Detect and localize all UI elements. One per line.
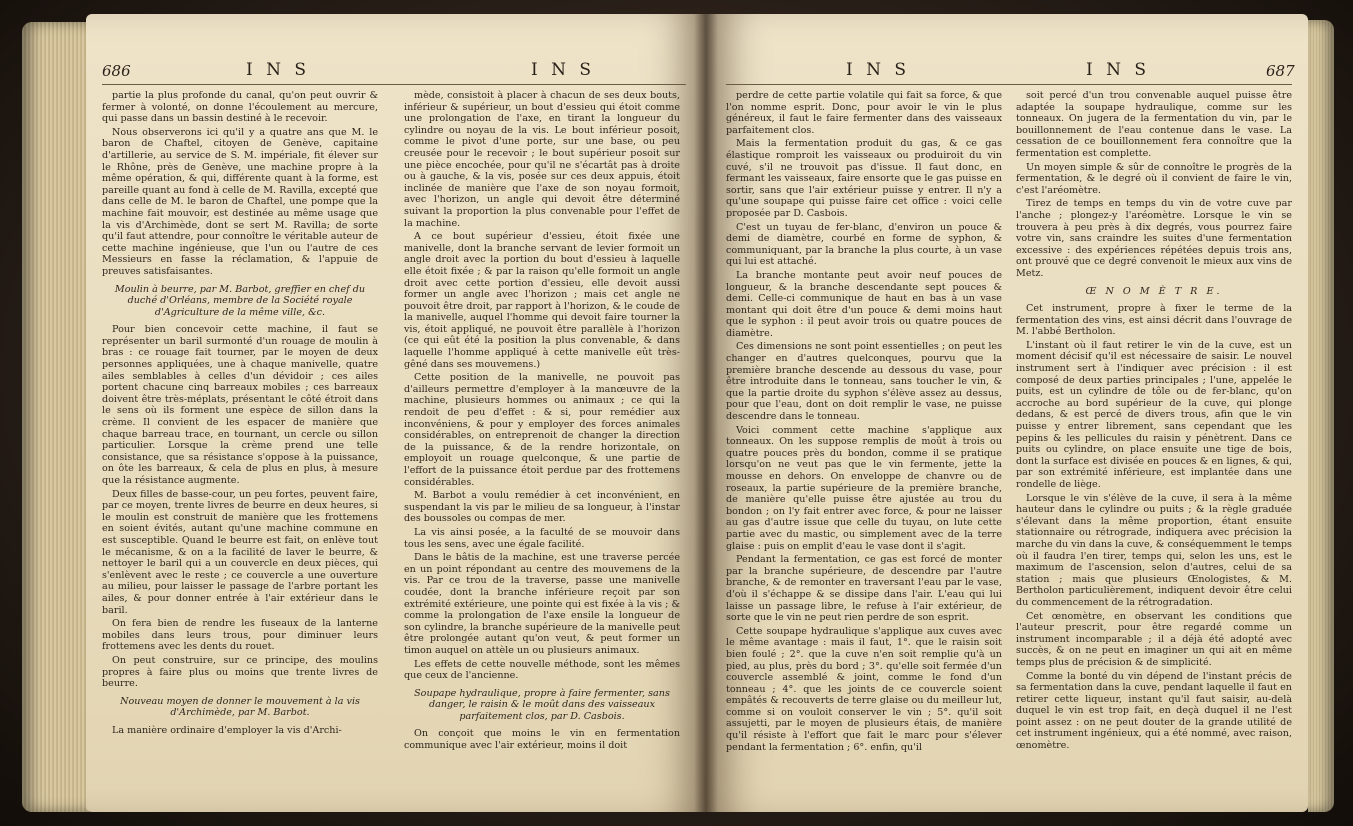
page-number-right: 687 xyxy=(1266,62,1295,80)
section-heading: Nouveau moyen de donner le mouvement à la vis d'Archimède, par M. Barbot. xyxy=(120,695,360,719)
paragraph: On fera bien de rendre les fuseaux de la lanterne mobiles dans leurs trous, pour diminuer leurs frottemens avec les dents du rouet. xyxy=(102,618,378,653)
paragraph: perdre de cette partie volatile qui fait sa force, & que l'on nomme esprit. Donc, pour avoir le vin le plus généreux, il faut le faire fermenter dans des vaisseaux parfaitement clos. xyxy=(726,90,1002,136)
right-page-edges xyxy=(1308,20,1334,812)
paragraph: On peut construire, sur ce principe, des moulins propres à faire plus ou moins que trente livres de beurre. xyxy=(102,654,378,690)
paragraph: Ces dimensions ne sont point essentielles ; on peut les changer en d'autres quelconques, pourvu que la première branche descende au dessous du vase, pour être introduite dans le tonneau, sans toucher le vin, & que la partie droite du syphon s'élève assez au dessus, pour que l'eau, dont on doit remplir le vase, ne puisse descendre dans le tonneau. xyxy=(726,341,1002,423)
running-head-left-b: I N S xyxy=(531,60,596,80)
running-head-left-a: I N S xyxy=(246,60,311,80)
paragraph: A ce bout supérieur d'essieu, étoit fixée une manivelle, dont la branche servant de levier formoit un angle droit avec la portion du bout d'essieu à laquelle elle étoit fixée ; & par la raison qu'elle formoit un angle droit avec cette portion d'essieu, elle devoit aussi former un angle avec l'horizon ; mais cet angle ne pouvoit être droit, par rapport à l'horizon, & le coude de la manivelle, auquel l'homme qui devoit faire tourner la vis, étoit appliqué, ne pouvoit être parallèle à l'horizon (ce qui eût été la position la plus convenable, & dans laquelle l'homme appliqué à cette manivelle eût très-gêné dans ses mouvemens.) xyxy=(404,231,680,370)
header-rule-right xyxy=(726,84,1292,85)
paragraph: Les effets de cette nouvelle méthode, sont les mêmes que ceux de l'ancienne. xyxy=(404,658,680,682)
paragraph: Cet œnomètre, en observant les conditions que l'auteur prescrit, pour être regardé comme un instrument incomparable ; il a déjà été adopté avec succès, & on ne peut en imaginer un qui ait en même temps plus de précision & de simplicité. xyxy=(1016,610,1292,668)
paragraph: La branche montante peut avoir neuf pouces de longueur, & la branche descendante sept pouces & demi. Celle-ci communique de haut en bas à un vase montant qui doit être d'un pouce & demi moins haut que le syphon : il peut avoir trois ou quatre pouces de diamètre. xyxy=(726,269,1002,339)
book-gutter xyxy=(694,14,718,812)
open-book xyxy=(22,6,1334,818)
section-heading: Œ N O M È T R E. xyxy=(1085,285,1223,297)
left-page-column-2 xyxy=(404,90,680,790)
left-page-edges xyxy=(22,22,90,812)
left-page-column-1 xyxy=(102,90,378,790)
paragraph: Cet instrument, propre à fixer le terme de la fermentation des vins, est ainsi décrit dans l'ouvrage de M. l'abbé Bertholon. xyxy=(1016,303,1292,338)
paragraph: Un moyen simple & sûr de connoître le progrès de la fermentation, & le degré où il convient de faire le vin, c'est l'aréomètre. xyxy=(1016,161,1292,196)
paragraph: Cette soupape hydraulique s'applique aux cuves avec le même avantage : mais il faut, 1°. que le raisin soit bien foulé ; 2°. que la cuve n'en soit remplie qu'à un pied, au plus, près du bord ; 3°. qu'elle soit fermée d'un couvercle assemblé & joint, comme le fond d'un tonneau ; 4°. que les joints de ce couvercle soient empâtés & recouverts de terre glaise ou du meilleur lut, comme si on vouloit conserver le vin ; 5°. qu'il soit assujetti, par le moyen de plusieurs étais, de manière qu'il résiste à l'effort que fait le marc pour s'élever pendant la fermentation ; 6°. enfin, qu'il xyxy=(726,625,1002,753)
paragraph: C'est un tuyau de fer-blanc, d'environ un pouce & demi de diamètre, courbé en forme de syphon, & communiquant, par la branche la plus courte, à un vase qui lui est attaché. xyxy=(726,221,1002,268)
running-head-right-b: I N S xyxy=(1086,60,1151,80)
paragraph: Cette position de la manivelle, ne pouvoit pas d'ailleurs permettre d'employer à la manœuvre de la machine, plusieurs hommes ou animaux ; ce qui la rendoit de peu d'effet : & si, pour remédier aux inconvéniens, & pour y employer des forces animales considérables, on entreprenoit de changer la direction de la puissance, & de la rendre horizontale, on employoit un rouage quelconque, & une partie de l'effort de la puissance étoit perdue par des frottemens considérables. xyxy=(404,372,680,488)
paragraph: Deux filles de basse-cour, un peu fortes, peuvent faire, par ce moyen, trente livres de beurre en deux heures, si le moulin est construit de manière que les frottemens en soient évités, autant qu'une machine commune en est susceptible. Quand le beurre est fait, on enlève tout le mécanisme, & on a la facilité de laver le beurre, & nettoyer le baril qui a un couvercle en deux pièces, qui s'enlèvent avec le reste ; ce couvercle a une ouverture au milieu, pour laisser le passage de l'arbre portant les ailes, & pour donner entrée à l'air extérieur dans le baril. xyxy=(102,488,378,616)
paragraph: Pour bien concevoir cette machine, il faut se représenter un baril surmonté d'un rouage de moulin à bras : ce rouage fait tourner, par le moyen de deux personnes appliquées, une à chaque manivelle, quatre ailes semblables à celles d'un dévidoir ; ces ailes portent chacune cinq barreaux mobiles ; ces barreaux doivent être très-méplats, présentant le côté étroit dans le sens où ils forment une espèce de sillon dans la crème. Il convient de les espacer de manière que chaque barreau trace, en tournant, un cercle ou sillon particulier. Lorsque la crème prend une telle consistance, que sa résistance s'oppose à la puissance, on ôte les barreaux, & cela de plus en plus, à mesure que la résistance augmente. xyxy=(102,324,378,486)
paragraph: La vis ainsi posée, a la faculté de se mouvoir dans tous les sens, avec une égale facilité. xyxy=(404,526,680,550)
paragraph: Comme la bonté du vin dépend de l'instant précis de sa fermentation dans la cuve, pendant laquelle il faut en retirer cette liqueur, instant qu'il faut saisir, au-delà duquel le vin est trop fait, en deçà duquel il ne l'est point assez : on ne peut douter de la grande utilité de cet instrument ingénieux, qui a été nommé, avec raison, œnomètre. xyxy=(1016,670,1292,752)
paragraph: Mais la fermentation produit du gas, & ce gas élastique romproit les vaisseaux ou produiroit du vin cuvé, s'il ne trouvoit pas d'issue. Il faut donc, en fermant les vaisseaux, faire ensorte que le gas puisse en sortir, sans que l'air extérieur puisse y entrer. Il n'y a qu'une soupape qui puisse faire cet office : voici celle proposée par D. Casbois. xyxy=(726,138,1002,219)
paragraph: Pendant la fermentation, ce gas est forcé de monter par la branche supérieure, de descendre par l'autre branche, & de remonter en traversant l'eau par le vase, d'où il s'échappe & se dissipe dans l'air. L'eau qui lui laisse un passage libre, le refuse à l'air extérieur, de sorte que le vin ne peut rien perdre de son esprit. xyxy=(726,554,1002,624)
paragraph: On conçoit que moins le vin en fermentation communique avec l'air extérieur, moins il doit xyxy=(404,728,680,752)
left-page xyxy=(86,14,706,812)
running-head-right-a: I N S xyxy=(846,60,911,80)
page-number-left: 686 xyxy=(102,62,131,80)
paragraph: Nous observerons ici qu'il y a quatre ans que M. le baron de Chaftel, citoyen de Genève, capitaine d'artillerie, au service de S. M. impériale, fit élever sur le Rhône, près de Genève, une machine propre à la même opération, & qui, différente quant à la forme, est pareille quant au fond à celle de M. Ravilla, excepté que dans celle de M. le baron de Chaftel, une pompe que la machine fait mouvoir, est destinée au même usage que la vis d'Archimède, dont se sert M. Ravilla; de sorte qu'il faut attendre, pour connoître le véritable auteur de cette machine ingénieuse, que l'un ou l'autre de ces Messieurs en fasse la réclamation, & l'appuie de preuves satisfaisantes. xyxy=(102,126,378,277)
paragraph: L'instant où il faut retirer le vin de la cuve, est un moment décisif qu'il est nécessaire de saisir. Le nouvel instrument sert à l'indiquer avec précision : il est composé de deux parties principales ; l'une, appelée le puits, est un cylindre de tôle ou de fer-blanc, qu'on accroche au bord supérieur de la cuve, qui plonge dedans, & est percé de divers trous, afin que le vin puisse y entrer librement, sans cependant que les pepins & les pellicules du raisin y pénètrent. Dans ce puits ou cylindre, on place ensuite une tige de bois, dont la surface est divisée en pouces & en lignes, & qui, par son extrémité inférieure, est implantée dans une rondelle de liège. xyxy=(1016,339,1292,490)
paragraph: partie la plus profonde du canal, qu'on peut ouvrir & fermer à volonté, on donne l'écoulement au mercure, qui passe dans un bassin destiné à le recevoir. xyxy=(102,90,378,125)
header-rule-left xyxy=(102,84,686,85)
paragraph: La manière ordinaire d'employer la vis d'Archi- xyxy=(112,724,342,736)
paragraph: Dans le bâtis de la machine, est une traverse percée en un point répondant au centre des mouvemens de la vis. Par ce trou de la traverse, passe une manivelle coudée, dont la branche inférieure reçoit par son extrémité extérieure, une pointe qui est fixée à la vis ; & comme la prolongation de l'axe ensile la longueur de son cylindre, la branche supérieure de la manivelle peut être prolongée autant qu'on veut, & peut former un timon auquel on attèle un ou plusieurs animaux. xyxy=(404,552,680,656)
right-page-column-2 xyxy=(1016,90,1292,790)
paragraph: mède, consistoit à placer à chacun de ses deux bouts, inférieur & supérieur, un bout d'essieu qui étoit comme une prolongation de l'axe, en tirant la longueur du cylindre ou noyau de la vis. Le bout inférieur posoit, comme le pivot d'une porte, sur une base, ou peu creusée pour le recevoir ; le bout supérieur posoit sur une pièce encochée, pour qu'il ne s'écartât pas à droite ou à gauche, & la vis, posée sur ces deux appuis, étoit inclinée de manière que l'axe de son noyau formoit, avec l'horizon, un angle qui devoit être déterminé suivant la proportion la plus convenable pour l'effet de la machine. xyxy=(404,90,680,229)
paragraph: M. Barbot a voulu remédier à cet inconvénient, en suspendant la vis par le milieu de sa longueur, à l'instar des boussoles ou compas de mer. xyxy=(404,490,680,525)
paragraph: Tirez de temps en temps du vin de votre cuve par l'anche ; plongez-y l'aréomètre. Lorsque le vin se trouvera à peu près à dix degrés, vous pourrez faire votre vin, sans craindre les suites d'une fermentation excessive : des expériences répétées depuis trois ans, ont prouvé que ce degré convenoit le mieux aux vins de Metz. xyxy=(1016,198,1292,279)
paragraph: Lorsque le vin s'élève de la cuve, il sera à la même hauteur dans le cylindre ou puits ; & la règle graduée s'élevant dans la même proportion, étant ensuite stationnaire ou rétrograde, indiquera avec précision la marche du vin dans la cuve, & conséquemment le temps où il faudra l'en tirer, temps qui, selon les uns, est le maximum de l'ascension, selon d'autres, celui de sa station ; mais que plusieurs Œnologistes, & M. Bertholon particulièrement, indiquent devoir être celui du commencement de la rétrogradation. xyxy=(1016,492,1292,608)
paragraph: Voici comment cette machine s'applique aux tonneaux. On les suppose remplis de moût à trois ou quatre pouces près du bondon, comme il se pratique lorsqu'on ne veut pas que le vin fermente, jette la mousse en dehors. On enveloppe de chanvre ou de roseaux, la partie supérieure de la première branche, de manière qu'elle puisse être ajustée au trou du bondon ; on l'y fait entrer avec force, & pour ne laisser au gas d'autre issue que celle du tuyau, on lute cette partie avec du mastic, ou simplement avec de la terre glaise : puis on emplit d'eau le vase dont il s'agit. xyxy=(726,424,1002,552)
section-heading: Soupape hydraulique, propre à faire fermenter, sans danger, le raisin & le moût dans des vaisseaux parfaitement clos, par D. Casbois. xyxy=(414,687,670,722)
section-heading: Moulin à beurre, par M. Barbot, greffier en chef du duché d'Orléans, membre de la Société royale d'Agriculture de la même ville, &c. xyxy=(114,283,366,318)
paragraph: soit percé d'un trou convenable auquel puisse être adaptée la soupape hydraulique, comme sur les tonneaux. On jugera de la fermentation du vin, par le bouillonnement de l'eau contenue dans le vase. La cessation de ce bouillonnement fera connoître que la fermentation est complette. xyxy=(1016,90,1292,159)
right-page xyxy=(706,14,1308,812)
right-page-column-1 xyxy=(726,90,1002,790)
